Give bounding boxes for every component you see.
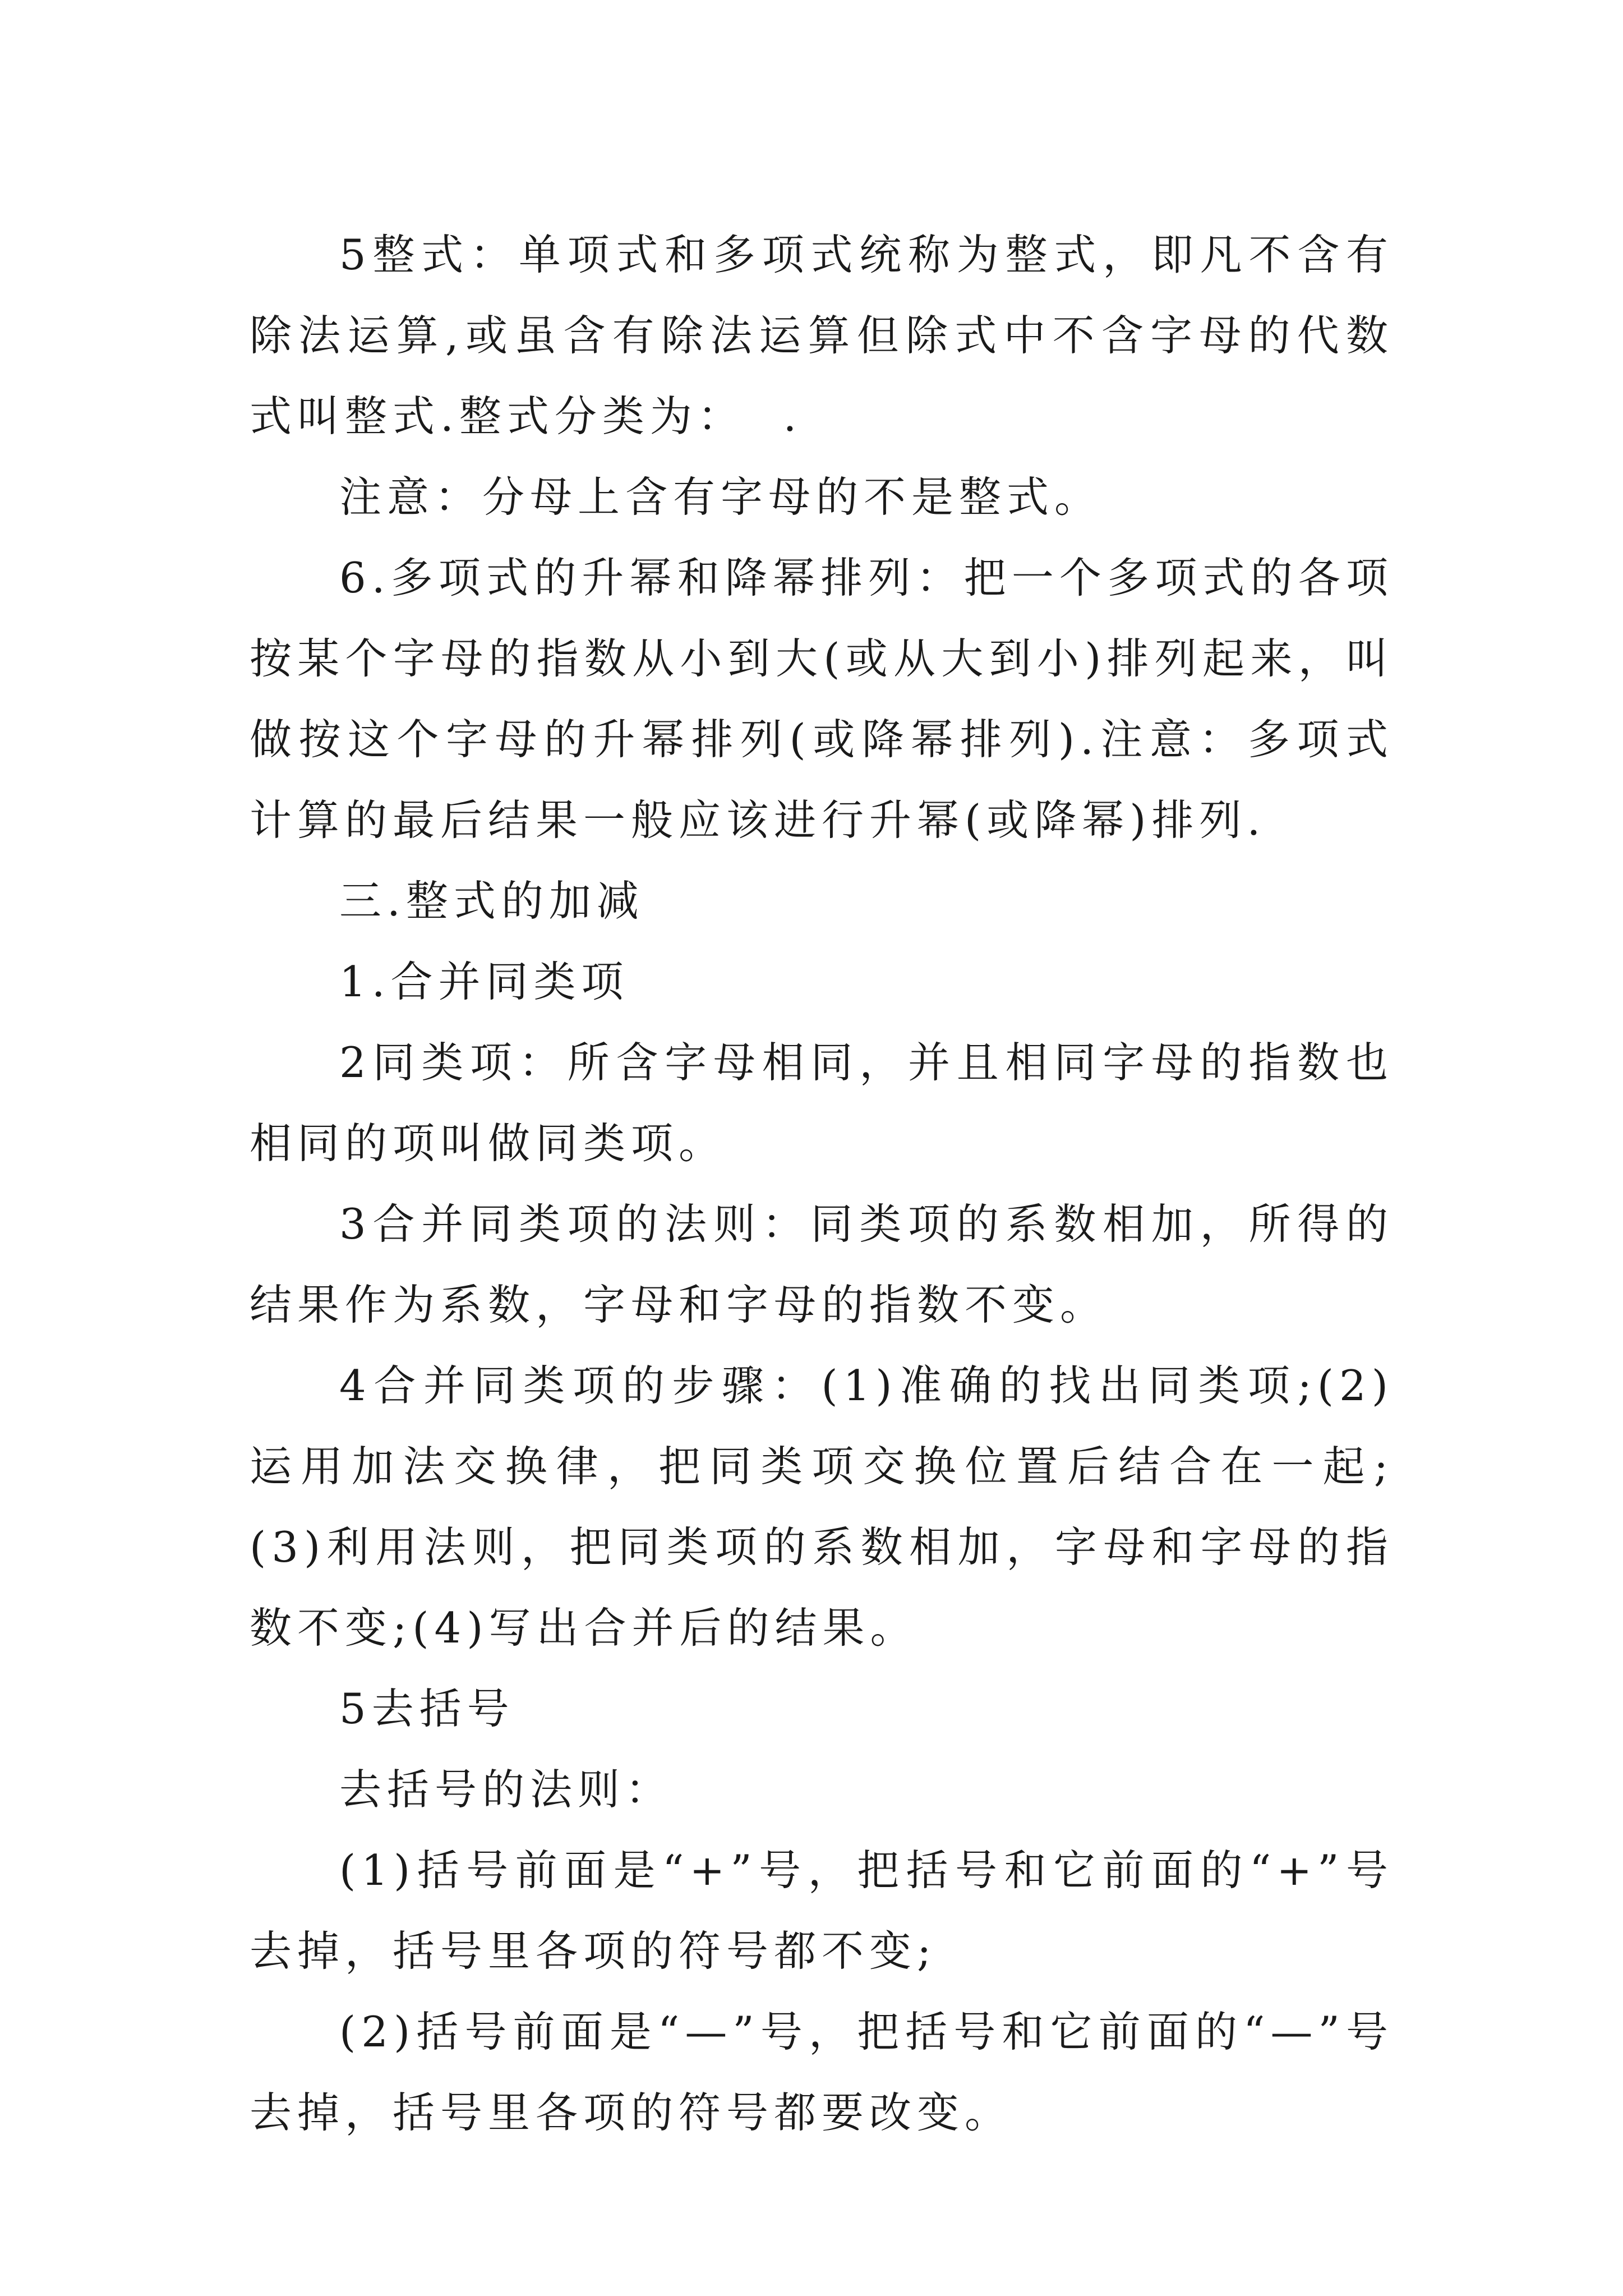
paragraph-combine-steps: 4合并同类项的步骤：(1)准确的找出同类项;(2)运用加法交换律，把同类项交换位置后结合在一起;(3)利用法则，把同类项的系数相加，字母和字母的指数不变;(4)写出合并后的结果。 [250, 1361, 1394, 1653]
paragraph-note-denominator: 注意：分母上含有字母的不是整式。 [339, 472, 1103, 522]
subheading-remove-brackets: 5去括号 [339, 1684, 515, 1733]
paragraph-bracket-rule-minus: (2)括号前面是“—”号，把括号和它前面的“—”号去掉，括号里各项的符号都要改变。 [250, 2007, 1394, 2137]
paragraph-polynomial-definition: 5整式：单项式和多项式统称为整式，即凡不含有除法运算,或虽含有除法运算但除式中不含字母的代数式叫整式.整式分类为： . [250, 230, 1394, 441]
paragraph-ascending-descending-order: 6.多项式的升幂和降幂排列：把一个多项式的各项按某个字母的指数从小到大(或从大到小)排列起来，叫做按这个字母的升幂排列(或降幂排列).注意：多项式计算的最后结果一般应该进行升幂(或降幂)排列. [250, 553, 1394, 845]
document-body [250, 214, 1394, 2153]
subheading-combine-like-terms: 1.合并同类项 [339, 957, 629, 1006]
paragraph-like-terms-definition: 2同类项：所含字母相同，并且相同字母的指数也相同的项叫做同类项。 [250, 1038, 1394, 1168]
paragraph-bracket-rules-intro: 去括号的法则： [339, 1765, 674, 1814]
section-heading-addition-subtraction: 三.整式的加减 [339, 876, 644, 926]
paragraph-bracket-rule-plus: (1)括号前面是“+”号，把括号和它前面的“+”号去掉，括号里各项的符号都不变; [250, 1846, 1394, 1976]
paragraph-combine-rule: 3合并同类项的法则：同类项的系数相加，所得的结果作为系数，字母和字母的指数不变。 [250, 1199, 1394, 1329]
